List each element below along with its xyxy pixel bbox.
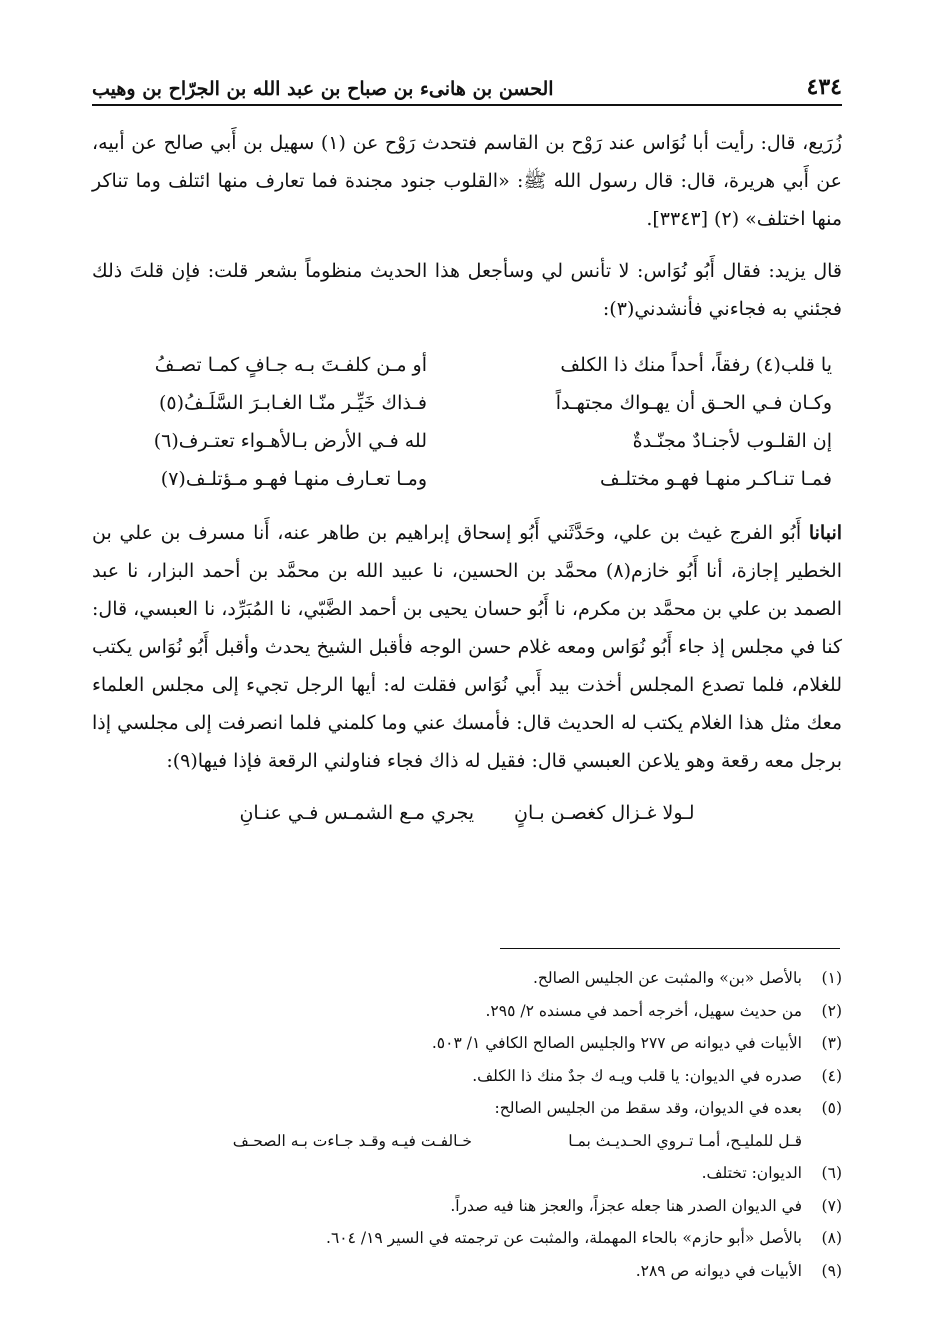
footnote bbox=[92, 1027, 842, 1060]
verse-second-hemistich: لله فـي الأرض بـالأهـواء تعتـرف(٦) bbox=[153, 430, 427, 452]
main-text bbox=[92, 124, 842, 832]
paragraph-3-text: أَبُو الفرج غيث بن علي، وحَدَّثَني أَبُو إسحاق إبراهيم بن طاهر عنه، أَنا مسرف بن علي بن الخطير إجازة، أنا أَبُو خازم(٨) محمَّد بن الحسين، نا عبيد الله بن محمَّد بن أحمد البزار، نا عبد الصمد بن علي بن محمَّد بن مكرم، نا أَبُو حسان يحيى بن أحمد الضَّبّي، نا المُبَرِّد، نا العبسي، قال: كنا في مجلس إذ جاء أَبُو نُوَاس ومعه غلام حسن الوجه فأقبل الشيخ يحدث وأقبل أَبُو نُوَاس يكتب للغلام، فلما تصدع المجلس أخذت بيد أَبي نُوَاس فقلت له: أيها الرجل تجيء إلى مجلس العلماء معك مثل هذا الغلام يكتب له الحديث قال: فأمسك عني وما كلمني فلما انصرفت إلى مجلسي إذا برجل معه رقعة وهو يلاعن العبسي قال: فقيل له ذاك فجاء فناولني الرقعة فإذا فيها(٩): bbox=[92, 522, 842, 772]
paragraph-3-lead: انبانا bbox=[808, 522, 843, 544]
footnote-text: الديوان: تختلف. bbox=[701, 1164, 802, 1182]
poem-verse bbox=[92, 460, 842, 498]
footnote-text: الأبيات في ديوانه ص ٢٧٧ والجليس الصالح الكافي ١/ ٥٠٣. bbox=[431, 1034, 802, 1052]
paragraph-1: زُرَيع، قال: رأيت أبا نُوَاس عند رَوْح بن القاسم فتحدث رَوْح عن (١) سهيل بن أَبي صالح عن أبيه، عن أَبي هريرة، قال: قال رسول الله ﷺ: «القلوب جنود مجندة فما تعارف منها ائتلف وما تناكر منها اختلف» (٢) [٣٣٤٣]. bbox=[92, 132, 842, 230]
poem-verse bbox=[92, 346, 842, 384]
running-title: الحسن بن هانىء بن صباح بن عبد الله بن الجرّاح بن وهيب bbox=[92, 78, 554, 100]
footnote-number: (٢) bbox=[821, 1001, 842, 1020]
footnote bbox=[92, 1092, 842, 1125]
footnote-number: (٨) bbox=[821, 1229, 842, 1247]
footnote bbox=[92, 962, 842, 995]
verse-first-hemistich: إن القلـوب لأجنـادٌ مجنّـدةٌ bbox=[632, 430, 832, 452]
verse-first-hemistich: يا قلب(٤) رفقاً، أحداً منك ذا الكلف bbox=[560, 354, 832, 376]
footnote bbox=[92, 995, 842, 1028]
footnote-text: بالأصل «بن» والمثبت عن الجليس الصالح. bbox=[532, 969, 802, 987]
footnote-text: بالأصل «أبو حازم» بالحاء المهملة، والمثبت عن ترجمته في السير ١٩/ ٦٠٤. bbox=[326, 1229, 802, 1247]
verse-first-hemistich: فمـا تنـاكـر منهـا فهـو مختلـف bbox=[600, 468, 832, 490]
footnotes bbox=[92, 962, 842, 1287]
footnote-number: (٣) bbox=[821, 1034, 842, 1052]
footnote-number: (٤) bbox=[821, 1066, 842, 1085]
paragraph-2: قال يزيد: فقال أَبُو نُوَاس: لا تأنس لي وسأجعل هذا الحديث منظوماً بشعر قلت: فإن قلتَ ذلك فجئني به فجاءني فأنشدني(٣): bbox=[92, 260, 842, 320]
footnote-text: الأبيات في ديوانه ص ٢٨٩. bbox=[635, 1261, 802, 1280]
footnote-number: (٩) bbox=[821, 1261, 842, 1280]
footnote-number: (٧) bbox=[821, 1196, 842, 1215]
paragraph-3 bbox=[92, 514, 842, 780]
footnote-number: (١) bbox=[821, 969, 842, 987]
footnote-verse-first-hemistich: قـل للمليـح، أمـا تـروي الحـديـث بمـا bbox=[568, 1131, 802, 1150]
footnote-number: (٦) bbox=[821, 1164, 842, 1182]
footnote-text: صدره في الديوان: يا قلب ويـه ك جدٌ منك ذا الكلف. bbox=[472, 1066, 802, 1085]
page-number: ٤٣٤ bbox=[806, 74, 842, 100]
final-verse-first-hemistich: لـولا غـزال كغصـن بـانٍ bbox=[514, 802, 695, 824]
verse-second-hemistich: أو مـن كلفـتَ بـه جـافٍ كمـا تصـفُ bbox=[154, 354, 427, 376]
footnote-verse bbox=[92, 1125, 842, 1158]
footnote bbox=[92, 1157, 842, 1190]
verse-second-hemistich: ومـا تعـارف منهـا فهـو مـؤتلـف(٧) bbox=[160, 468, 427, 490]
footnote bbox=[92, 1255, 842, 1288]
footnote-verse-second-hemistich: خـالفـت فيـه وقـد جـاءت بـه الصحـف bbox=[232, 1131, 472, 1150]
footnote-text: في الديوان الصدر هنا جعله عجزاً، والعجز هنا فيه صدراً. bbox=[450, 1196, 802, 1215]
final-verse bbox=[92, 794, 842, 832]
footnote bbox=[92, 1190, 842, 1223]
verse-second-hemistich: فـذاك خَيِّـر منّـا الغـابـرَ السَّلَـفُ(٥) bbox=[158, 392, 427, 414]
poem bbox=[92, 346, 842, 498]
footnote bbox=[92, 1060, 842, 1093]
footnote-text: من حديث سهيل، أخرجه أحمد في مسنده ٢/ ٢٩٥. bbox=[485, 1001, 802, 1020]
poem-verse bbox=[92, 422, 842, 460]
footnote bbox=[92, 1222, 842, 1255]
final-verse-second-hemistich: يجري مـع الشمـس فـي عنـانِ bbox=[239, 802, 475, 824]
footnote-separator bbox=[500, 948, 840, 949]
poem-verse bbox=[92, 384, 842, 422]
verse-first-hemistich: وكـان فـي الحـق أن يهـواك مجتهـداً bbox=[555, 392, 832, 414]
footnote-number: (٥) bbox=[821, 1099, 842, 1117]
page-header bbox=[92, 72, 842, 106]
footnote-text: بعده في الديوان، وقد سقط من الجليس الصالح: bbox=[494, 1099, 802, 1117]
